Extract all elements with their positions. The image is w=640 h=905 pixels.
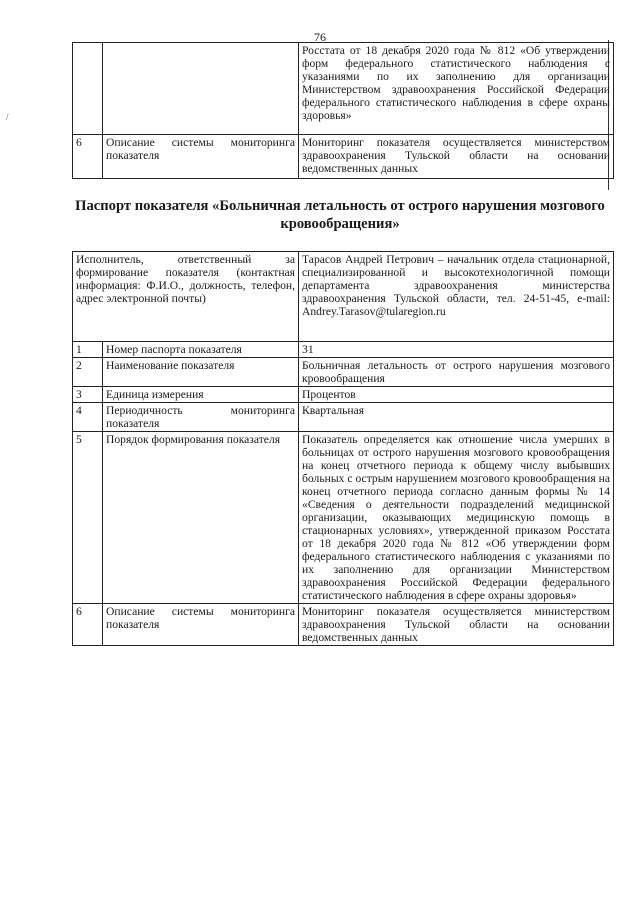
row-label: Описание системы мониторинга показателя: [103, 604, 299, 646]
row-value: Квартальная: [299, 403, 614, 432]
row-value: Процентов: [299, 387, 614, 403]
table-row: [73, 432, 614, 604]
row-number: 4: [73, 403, 103, 432]
page-number: 76: [314, 30, 326, 44]
row-value: 31: [299, 342, 614, 358]
row-value: Мониторинг показателя осуществляется министерством здравоохранения Тульской области на основании ведомственных данных: [299, 604, 614, 646]
row-label: Порядок формирования показателя: [103, 432, 299, 604]
table-row: [73, 387, 614, 403]
executor-row: [73, 252, 614, 342]
table-row: [73, 358, 614, 387]
table-row: [73, 403, 614, 432]
row-label: [103, 43, 299, 135]
row-value: Больничная летальность от острого нарушения мозгового кровообращения: [299, 358, 614, 387]
row-label: Описание системы мониторинга показателя: [103, 135, 299, 179]
row-number: [73, 43, 103, 135]
row-value: Росстата от 18 декабря 2020 года № 812 «Об утверждении форм федерального статистического наблюдения с указаниями по их заполнению для организации Министерством здравоохранения Российской Федерации федерального статистического наблюдения в сфере охраны здоровья»: [299, 43, 614, 135]
row-number: 6: [73, 604, 103, 646]
row-label: Единица измерения: [103, 387, 299, 403]
row-label: Номер паспорта показателя: [103, 342, 299, 358]
row-number: 5: [73, 432, 103, 604]
continuation-table: [72, 42, 614, 179]
row-number: 1: [73, 342, 103, 358]
table-row: [73, 604, 614, 646]
executor-value: Тарасов Андрей Петрович – начальник отдела стационарной, специализированной и высокотехнологичной помощи департамента здравоохранения министерства здравоохранения Тульской области, тел. 24-51-45, e-mail: Andrey.Tarasov@tularegion.ru: [299, 252, 614, 342]
passport-table: [72, 251, 614, 646]
table-row: [73, 43, 614, 135]
executor-label: Исполнитель, ответственный за формирование показателя (контактная информация: Ф.И.О., должность, телефон, адрес электронной почты): [73, 252, 299, 342]
table-row: [73, 342, 614, 358]
passport-title: Паспорт показателя «Больничная летальность от острого нарушения мозгового кровообращения»: [75, 198, 605, 232]
row-value: Показатель определяется как отношение числа умерших в больницах от острого нарушения мозгового кровообращения на конец отчетного периода к общему числу выбывших больных с острым нарушением мозгового кровообращения на конец отчетного периода согласно данным формы № 14 «Сведения о деятельности подразделений медицинской организации, оказывающих медицинскую помощь в стационарных условиях», утвержденной приказом Росстата от 18 декабря 2020 года № 812 «Об утверждении форм федерального статистического наблюдения с указаниями по их заполнению для организации Министерством здравоохранения Российской Федерации федерального статистического наблюдения в сфере охраны здоровья»: [299, 432, 614, 604]
row-number: 6: [73, 135, 103, 179]
scan-speck: /: [6, 112, 9, 122]
table-row: [73, 135, 614, 179]
row-number: 2: [73, 358, 103, 387]
row-value: Мониторинг показателя осуществляется министерством здравоохранения Тульской области на основании ведомственных данных: [299, 135, 614, 179]
row-number: 3: [73, 387, 103, 403]
row-label: Периодичность мониторинга показателя: [103, 403, 299, 432]
row-label: Наименование показателя: [103, 358, 299, 387]
